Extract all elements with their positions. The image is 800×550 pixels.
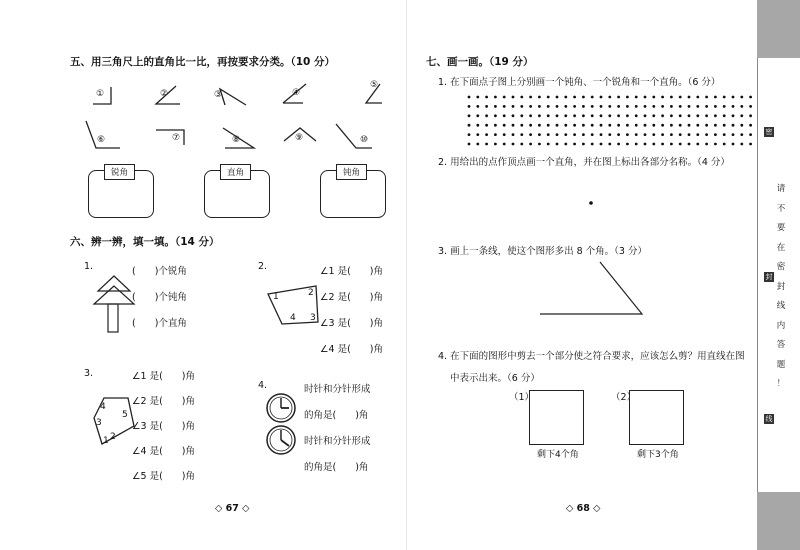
shape-label-1: ① <box>96 89 105 99</box>
q7-4-part2-caption: 剩下3个角 <box>637 450 679 460</box>
q7-4-part1-caption: 剩下4个角 <box>537 450 579 460</box>
q7-2-text: 2. 用给出的点作顶点画一个直角，并在图上标出各部分名称。（4 分） <box>438 157 730 168</box>
square-1[interactable] <box>529 390 584 445</box>
pent-label-3: 3 <box>96 418 102 428</box>
q6-2-line-4: ∠4 是( )角 <box>320 344 383 355</box>
q6-1-line-1: ( )个锐角 <box>132 266 187 277</box>
section7-title: 七、画一画。（19 分） <box>426 56 534 68</box>
shape-label-10: ⑩ <box>360 135 369 145</box>
shape-label-4: ④ <box>292 88 301 98</box>
sidebar-gray-bottom <box>757 492 800 550</box>
pent-label-4: 4 <box>100 402 106 412</box>
q7-4-text-line2: 中表示出来。（6 分） <box>450 373 540 384</box>
right-angle-tag: 直角 <box>220 164 251 180</box>
square-2[interactable] <box>629 390 684 445</box>
shape-label-8: ⑧ <box>232 135 241 145</box>
q7-4-part1-number: （1） <box>509 392 535 403</box>
quad-label-2: 2 <box>308 288 314 298</box>
shape-label-9: ⑨ <box>295 133 304 143</box>
shape-label-3: ③ <box>214 90 223 100</box>
q6-3-line-4: ∠4 是( )角 <box>132 446 195 457</box>
q6-3-line-3: ∠3 是( )角 <box>132 421 195 432</box>
q7-4-part2-number: （2） <box>611 392 637 403</box>
q6-4-line-1: 时针和分针形成 <box>304 384 371 395</box>
q6-4-line-4: 的角是( )角 <box>304 462 369 473</box>
pent-label-2: 2 <box>110 432 116 442</box>
q6-3-line-1: ∠1 是( )角 <box>132 371 195 382</box>
q6-4-number: 4. <box>258 380 268 391</box>
shape-label-6: ⑥ <box>97 135 106 145</box>
section5-title: 五、用三角尺上的直角比一比，再按要求分类。（10 分） <box>70 56 336 68</box>
q6-4-line-3: 时针和分针形成 <box>304 436 371 447</box>
q6-1-line-2: ( )个钝角 <box>132 292 187 303</box>
sidebar-gray-top <box>757 0 800 58</box>
sidebar-vertical-notice: 请 不 要 在 密 封 线 内 答 题 ！ <box>776 184 786 389</box>
quad-label-1: 1 <box>273 292 279 302</box>
pent-label-5: 5 <box>122 410 128 420</box>
quad-label-3: 3 <box>310 313 316 323</box>
q7-4-text-line1: 4. 在下面的图形中剪去一个部分使之符合要求，应该怎么剪？用直线在图 <box>438 351 745 362</box>
q6-3-number: 3. <box>84 368 94 379</box>
q7-1-text: 1. 在下面点子图上分别画一个钝角、一个锐角和一个直角。（6 分） <box>438 77 721 88</box>
q6-2-line-2: ∠2 是( )角 <box>320 292 383 303</box>
shape-label-5: ⑤ <box>370 80 379 90</box>
q6-2-line-1: ∠1 是( )角 <box>320 266 383 277</box>
page-number-left: ◇ 67 ◇ <box>215 503 250 514</box>
q6-1-number: 1. <box>84 261 94 272</box>
q6-1-line-3: ( )个直角 <box>132 318 187 329</box>
q6-2-line-3: ∠3 是( )角 <box>320 318 383 329</box>
q6-2-number: 2. <box>258 261 268 272</box>
seal-marker-1: 密 <box>765 128 773 136</box>
seal-marker-3: 线 <box>765 415 773 423</box>
obtuse-angle-tag: 钝角 <box>336 164 367 180</box>
shape-label-2: ② <box>160 89 169 99</box>
pent-label-1: 1 <box>103 436 109 446</box>
q6-3-line-2: ∠2 是( )角 <box>132 396 195 407</box>
page-number-right: ◇ 68 ◇ <box>566 503 601 514</box>
section6-title: 六、辨一辨，填一填。（14 分） <box>70 236 220 248</box>
shape-label-7: ⑦ <box>172 133 181 143</box>
acute-angle-tag: 锐角 <box>104 164 135 180</box>
q7-3-text: 3. 画上一条线，使这个图形多出 8 个角。（3 分） <box>438 246 647 257</box>
quad-label-4: 4 <box>290 313 296 323</box>
q6-3-line-5: ∠5 是( )角 <box>132 471 195 482</box>
q6-4-line-2: 的角是( )角 <box>304 410 369 421</box>
seal-marker-2: 封 <box>765 273 773 281</box>
